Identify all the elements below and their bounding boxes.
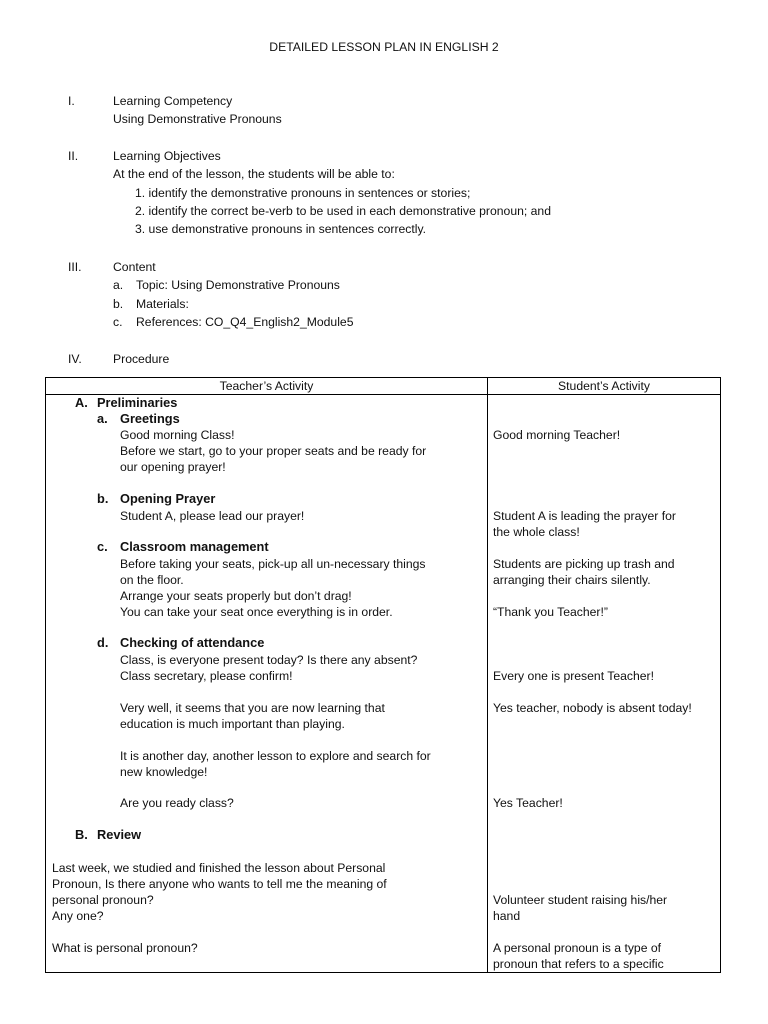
content-item xyxy=(113,295,728,313)
teacher-line: new knowledge! xyxy=(120,765,208,779)
student-line: hand xyxy=(493,909,521,923)
preliminaries-title: Preliminaries xyxy=(97,395,178,410)
section-number: III. xyxy=(68,260,82,274)
item-letter: c. xyxy=(113,314,123,329)
teacher-line: personal pronoun? xyxy=(52,893,154,907)
section-heading: Content xyxy=(113,260,156,274)
item-text: References: CO_Q4_English2_Module5 xyxy=(136,314,354,329)
student-line: Student A is leading the prayer for xyxy=(493,509,676,523)
management-title: Classroom management xyxy=(120,539,269,554)
student-line: Good morning Teacher! xyxy=(493,428,621,442)
item-letter: b. xyxy=(113,296,124,311)
objective-item: 3. use demonstrative pronouns in sentences correctly. xyxy=(135,222,427,237)
teacher-line: on the floor. xyxy=(120,573,184,587)
review-letter: B. xyxy=(75,827,88,842)
teacher-line: Good morning Class! xyxy=(120,428,235,442)
teacher-line: Arrange your seats properly but don’t drag! xyxy=(120,589,352,603)
student-line: Volunteer student raising his/her xyxy=(493,893,668,907)
teacher-line: Pronoun, Is there anyone who wants to tell me the meaning of xyxy=(52,877,387,891)
header-teacher-activity: Teacher’s Activity xyxy=(219,379,314,393)
student-line: Yes Teacher! xyxy=(493,796,563,810)
section-heading: Learning Objectives xyxy=(113,149,221,163)
review-title: Review xyxy=(97,827,142,842)
objectives-intro: At the end of the lesson, the students will be able to: xyxy=(113,167,395,182)
teacher-line: Are you ready class? xyxy=(120,796,234,810)
section-number: I. xyxy=(68,94,75,108)
item-text: Materials: xyxy=(136,296,189,311)
management-letter: c. xyxy=(97,539,108,554)
teacher-line: Class, is everyone present today? Is there any absent? xyxy=(120,653,418,667)
teacher-line: Class secretary, please confirm! xyxy=(120,669,293,683)
section-content xyxy=(68,258,728,331)
header-student-activity: Student’s Activity xyxy=(558,379,650,393)
objective-item: 2. identify the correct be-verb to be used in each demonstrative pronoun; and xyxy=(135,203,551,218)
student-line: the whole class! xyxy=(493,525,580,539)
teacher-line: our opening prayer! xyxy=(120,460,226,474)
section-heading: Procedure xyxy=(113,352,170,366)
section-objectives xyxy=(68,147,728,238)
competency-text: Using Demonstrative Pronouns xyxy=(113,112,282,127)
greetings-title: Greetings xyxy=(120,411,180,426)
teacher-line: Last week, we studied and finished the lesson about Personal xyxy=(52,861,386,875)
student-line: “Thank you Teacher!” xyxy=(493,605,608,619)
student-line: pronoun that refers to a specific xyxy=(493,957,664,971)
student-line: Students are picking up trash and xyxy=(493,557,675,571)
section-procedure xyxy=(68,350,728,368)
teacher-line: Student A, please lead our prayer! xyxy=(120,509,305,523)
section-competency xyxy=(68,92,728,129)
attendance-title: Checking of attendance xyxy=(120,635,265,650)
teacher-line: education is much important than playing. xyxy=(120,717,345,731)
teacher-line: Before we start, go to your proper seats and be ready for xyxy=(120,444,427,458)
attendance-letter: d. xyxy=(97,635,109,650)
student-line: Every one is present Teacher! xyxy=(493,669,655,683)
student-line: A personal pronoun is a type of xyxy=(493,941,662,955)
document-title: DETAILED LESSON PLAN IN ENGLISH 2 xyxy=(269,40,499,54)
greetings-letter: a. xyxy=(97,411,108,426)
item-letter: a. xyxy=(113,278,124,293)
objective-item: 1. identify the demonstrative pronouns in sentences or stories; xyxy=(135,185,471,200)
teacher-line: What is personal pronoun? xyxy=(52,941,198,955)
student-line: arranging their chairs silently. xyxy=(493,573,651,587)
procedure-table xyxy=(45,377,721,973)
content-item xyxy=(113,313,728,331)
teacher-line: Any one? xyxy=(52,909,104,923)
teacher-line: It is another day, another lesson to explore and search for xyxy=(120,749,431,763)
prayer-title: Opening Prayer xyxy=(120,491,216,506)
content-item xyxy=(113,276,728,294)
teacher-line: Before taking your seats, pick-up all un-necessary things xyxy=(120,557,426,571)
student-line: Yes teacher, nobody is absent today! xyxy=(493,701,692,715)
column-divider xyxy=(487,378,488,972)
prayer-letter: b. xyxy=(97,491,109,506)
item-text: Topic: Using Demonstrative Pronouns xyxy=(136,278,340,293)
teacher-line: You can take your seat once everything is in order. xyxy=(120,605,393,619)
teacher-line: Very well, it seems that you are now learning that xyxy=(120,701,385,715)
section-number: II. xyxy=(68,149,79,163)
section-number: IV. xyxy=(68,352,82,366)
preliminaries-letter: A. xyxy=(75,395,88,410)
section-heading: Learning Competency xyxy=(113,94,233,108)
